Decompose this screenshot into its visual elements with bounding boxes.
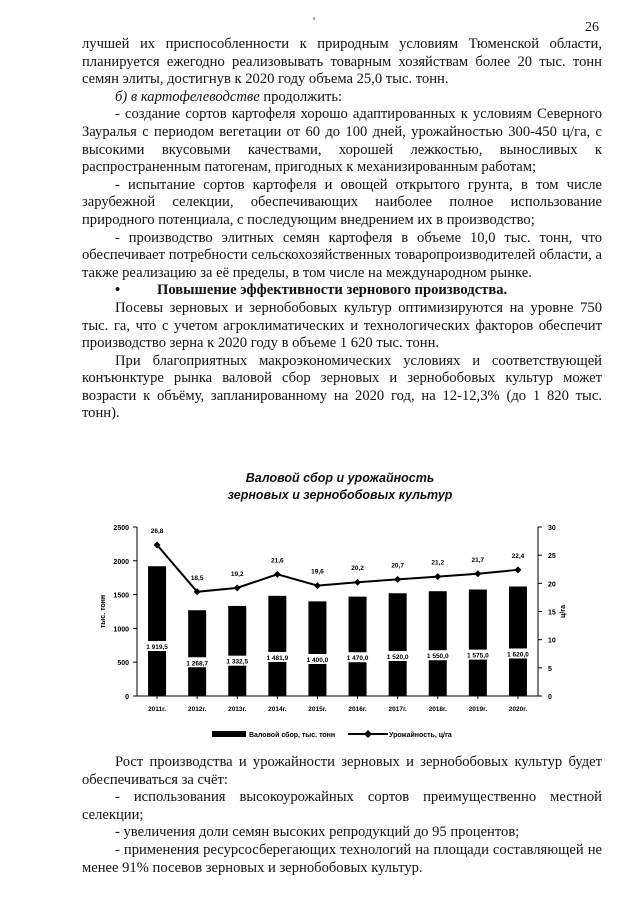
y-tick-label-right: 10 [548, 637, 556, 645]
chart [0, 515, 640, 765]
bar [268, 596, 286, 696]
x-tick-label: 2020г. [508, 706, 528, 713]
bar [426, 591, 449, 696]
page-number: 26 [585, 20, 599, 35]
bar-value-label: 1 620,0 [507, 651, 529, 659]
bar [509, 586, 527, 696]
bar [346, 597, 369, 696]
y-tick-label-right: 25 [548, 553, 556, 561]
y-tick-label-right: 30 [548, 525, 556, 532]
paragraph: - применения ресурсосберегающих технологий на площади составляющей не менее 91% посевов зерновых и зернобобовых культур. [82, 841, 602, 876]
y-tick-label-right: 20 [548, 581, 556, 589]
y-tick-label-left: 500 [117, 660, 129, 668]
bar [226, 606, 249, 696]
y-tick-label-right: 15 [548, 609, 556, 617]
paragraph: При благоприятных макроэкономических условиях и соответствующей конъюнктуре рынка валовой сбор зерновых и зернобобовых культур может возрасти к объёму, запланированному на 2020 год, на 12-12,3% (до 1 820 тыс. тонн). [82, 352, 602, 422]
x-tick-label: 2015г. [308, 706, 327, 713]
paragraph: - создание сортов картофеля хорошо адаптированных к условиям Северного Зауралья с периодом вегетации от 60 до 100 дней, урожайностью 300-450 ц/га, с высокими вкусовыми качествами, хорошей лежкостью, выносливых к распространенным патогенам, пригодных к механизированным работам; [82, 106, 602, 176]
bar-value-label: 1 520,0 [386, 653, 409, 661]
potato-heading: б) в картофелеводстве [115, 88, 260, 105]
line-value-label: 21,7 [471, 556, 485, 564]
paragraph: Посевы зерновых и зернобобовых культур оптимизируются на уровне 750 тыс. га, что с учетом агроклиматических и технологических факторов обеспечит производство зерна к 2020 году в объеме 1 620 тыс. тонн. [82, 299, 602, 352]
x-tick-label: 2011г. [148, 706, 167, 713]
line-point [314, 582, 321, 589]
series-line [157, 545, 518, 592]
x-tick-label: 2018г. [428, 706, 447, 713]
bullet-icon: • [115, 282, 121, 299]
legend-bar-label: Валовой сбор, тыс. тонн [249, 732, 336, 739]
line-point [474, 570, 481, 577]
y-tick-label-right: 5 [548, 665, 552, 673]
line-point [354, 579, 361, 586]
x-tick-label: 2013г. [228, 706, 247, 713]
chart-title [180, 470, 500, 504]
line-value-label: 22,4 [511, 552, 525, 560]
y-tick-label-left: 2500 [113, 525, 129, 532]
line-point [234, 584, 241, 591]
x-tick-label: 2012г. [187, 706, 207, 713]
legend-bar-swatch [212, 731, 246, 737]
bullet-heading-text: Повышение эффективности зернового производства. [157, 282, 508, 299]
line-point [514, 566, 521, 573]
bar [188, 610, 206, 696]
line-value-label: 20,2 [351, 565, 364, 573]
bar-value-label: 1 575,0 [467, 652, 489, 660]
line-point [394, 576, 401, 583]
bar-value-label: 1 400,0 [306, 656, 329, 664]
paragraph: - использования высокоурожайных сортов преимущественно местной селекции; [82, 789, 602, 823]
bullet-heading [82, 282, 602, 300]
y-tick-label-right: 0 [548, 694, 552, 701]
paragraph: - производство элитных семян картофеля в объеме 10,0 тыс. тонн, что обеспечивает потребности сельскохозяйственных товаропроизводителей области, а также реализацию за её пределы, в том числе на международном рынке. [82, 229, 602, 281]
y-axis-label-right: ц/га [560, 604, 567, 619]
bar [308, 601, 326, 696]
chart-title-line2: зерновых и зернобобовых культур [227, 488, 453, 502]
bar-value-label: 1 481,9 [266, 654, 289, 662]
paragraph: Рост производства и урожайности зерновых и зернобобовых культур будет обеспечиваться за счёт: [82, 754, 602, 788]
y-axis-label-left: тыс. тонн [100, 594, 107, 629]
bar-value-label: 1 268,7 [186, 660, 208, 668]
x-tick-label: 2014г. [268, 706, 287, 713]
x-tick-label: 2017г. [388, 706, 407, 713]
line-value-label: 20,7 [391, 562, 404, 570]
y-tick-label-left: 0 [125, 694, 129, 701]
text-block-top [82, 36, 602, 423]
line-value-label: 18,5 [190, 574, 204, 582]
bar [469, 590, 487, 696]
paragraph: - испытание сортов картофеля и овощей открытого грунта, в том числе зарубежной селекции, обеспечивающих наиболее полное использование природного потенциала, с последующим внедрением их в производство; [82, 176, 602, 228]
line-value-label: 21,2 [431, 559, 445, 567]
legend-line-marker [364, 730, 372, 738]
paragraph: лучшей их приспособленности к природным условиям Тюменской области, планируется ежегодно реализовывать товарным хозяйствам более 20 тыс. тонн семян элиты, достигнув к 2020 году объема 25,0 тыс. тонн. [82, 36, 602, 88]
paragraph-heading-potato [82, 89, 602, 107]
top-mark: ' [313, 14, 316, 28]
text-block-bottom [82, 754, 602, 877]
y-tick-label-left: 1500 [113, 592, 129, 600]
bar-value-label: 1 470,0 [346, 655, 369, 663]
bar-value-label: 1 332,5 [226, 658, 249, 666]
legend-line-label: Урожайность, ц/га [389, 732, 452, 739]
chart-title-line1: Валовой сбор и урожайность [245, 471, 435, 485]
line-value-label: 19,2 [230, 570, 244, 578]
y-tick-label-left: 1000 [113, 626, 129, 634]
line-point [274, 571, 281, 578]
x-tick-label: 2016г. [348, 706, 367, 713]
paragraph: - увеличения доли семян высоких репродукций до 95 процентов; [115, 824, 520, 841]
line-value-label: 19,6 [311, 568, 324, 576]
line-point [434, 573, 441, 580]
bar-value-label: 1 550,0 [426, 653, 449, 661]
bar [148, 566, 166, 696]
bar [386, 593, 409, 696]
potato-heading-tail: продолжить: [259, 88, 343, 105]
y-tick-label-left: 2000 [113, 558, 129, 566]
x-tick-label: 2019г. [468, 706, 488, 713]
bar-value-label: 1 919,5 [146, 643, 168, 651]
line-value-label: 21,6 [271, 557, 284, 565]
line-value-label: 26,8 [150, 528, 164, 536]
